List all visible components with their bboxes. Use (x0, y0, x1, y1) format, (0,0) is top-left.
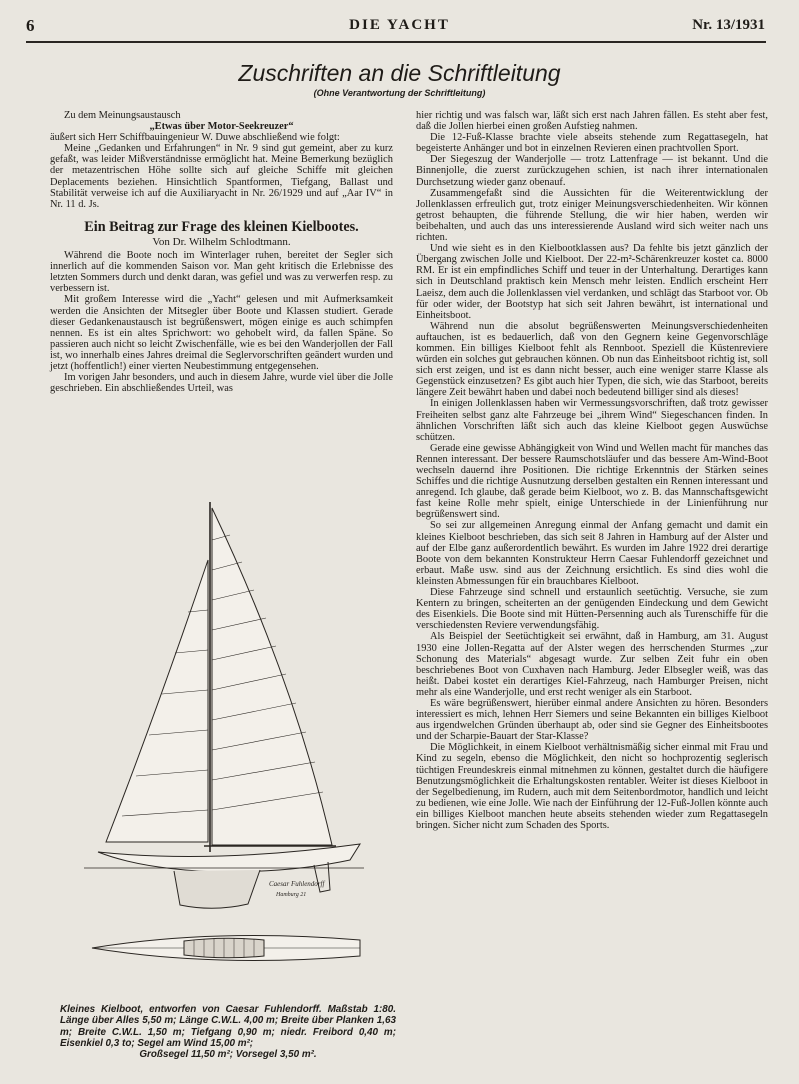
letter-body: Meine „Gedanken und Erfahrungen“ in Nr. 9 sind gut gemeint, aber zu kurz gefaßt, was leider Mißverständnisse ermöglicht hat. Meine Bemerkung bezüglich der metazentrischen Höhe sollte sich auf gleiche Schiffe mit gleichen Deplacements beziehen. Hinsichtlich Spantformen, Tiefgang, Ballast und Stabilität verweise ich auf die Auxiliaryacht in Nr. 26/1929 und auf „Aar IV“ in Nr. 11 d. Js. (50, 143, 393, 210)
letter-topic: „Etwas über Motor-Seekreuzer“ (149, 121, 294, 133)
article-paragraph: Es wäre begrüßenswert, hierüber einmal andere Ansichten zu hören. Besonders interessiert es mich, lehnen Herr Siemers und seine Bekannten ein billiges Kielboot aus irgendwelchen Gründen überhaupt ab, oder sind sie Gegner des Einheitsbootes und der Scharpie-Bauart der Star-Klasse? (416, 697, 768, 743)
sailboat-drawing (64, 500, 389, 1000)
section-subtitle: (Ohne Verantwortung der Schriftleitung) (313, 88, 486, 98)
article-paragraph: Diese Fahrzeuge sind schnell und erstaunlich seetüchtig. Versuche, sie zum Kentern zu bringen, scheiterten an der genügenden Eindeckung und dem Gewicht des Eisenkiels. Die Boote sind mit Hütten-Persenning auch als Turenschiffe für die verschiedensten Reviere verwendungsfähig. (416, 587, 768, 632)
article-byline: Von Dr. Wilhelm Schlodtmann. (152, 235, 291, 248)
letter-lead: Zu dem Meinungsaustausch (64, 110, 181, 121)
caption-last: Großsegel 11,50 m²; Vorsegel 3,50 m². (139, 1049, 317, 1061)
figure-caption (60, 1004, 396, 1060)
left-column (50, 110, 393, 394)
article-paragraph: Als Beispiel der Seetüchtigkeit sei erwähnt, daß in Hamburg, am 31. August 1930 eine Jollen-Regatta auf der Alster wegen des herrschenden Sturmes „zur Schonung des Materials“ abgesagt wurde. Zur selben Zeit fuhr ein oben beschriebenes Boot von Cuxhaven nach Hamburg. Jeder Elbsegler weiß, was das heißt. Dabei kostet ein derartiges Kiel-Fahrzeug, nach Hamburger Preisen, nicht mehr als eine Wanderjolle, und erst recht weniger als ein Starboot. (416, 631, 768, 698)
article-paragraph: Der Siegeszug der Wanderjolle — trotz Lattenfrage — ist bekannt. Und die Binnenjolle, die zuerst zurückzugehen schien, ist nach ihrer internationalen Durchsetzung wieder ganz obenauf. (416, 154, 768, 188)
article-paragraph: Die 12-Fuß-Klasse brachte viele abseits stehende zum Regattasegeln, hat begeisterte Anhänger und bot in einzelnen Revieren einen prachtvollen Sport. (416, 132, 768, 155)
article-paragraph: Während die Boote noch im Winterlager ruhen, bereitet der Segler sich innerlich auf die kommenden Saison vor. Man geht kritisch die Erlebnisse des letzten Sommers durch und denkt daran, was gefiel und was zu verwerfen resp. zu verbessern ist. (50, 250, 393, 295)
article-paragraph: Gerade eine gewisse Abhängigkeit von Wind und Wellen macht für manches das Rennen interessant. Der bessere Raumschotsläufer und das bessere Am-Wind-Boot wechseln dauernd ihre Positionen. Die richtige Erkenntnis der Stärken seines Schiffes und die richtige Ausnutzung derselben gestalten ein Rennen interessant und anregend. Ich glaube, daß gerade beim Kielboot, wo z. B. das Mannschaftsgewicht fast keine Rolle mehr spielt, einige Unterschiede in der Linienführung nur begrüßenswert sind. (416, 442, 768, 521)
mainsail (212, 508, 332, 845)
article-paragraph: Im vorigen Jahr besonders, und auch in diesem Jahre, wurde viel über die Jolle geschrieben. Ein abschließendes Urteil, was (50, 372, 393, 395)
magazine-title: DIE YACHT (349, 17, 450, 33)
page-number: 6 (26, 16, 35, 35)
article-paragraph: Die Möglichkeit, in einem Kielboot verhältnismäßig sicher einmal mit Frau und Kind zu segeln, ebenso die Möglichkeit, den nicht so hochprozentig seglerisch tüchtigen Freundeskreis einmal mitnehmen zu können, gestaltet durch die häufigere Benutzungsmöglichkeit die Erhaltungskosten rentabler. Weiter ist dieses Kielboot in der Segelbedienung, im Rudern, auch mit dem Seitenbordmotor, handlich und leicht zu bedienen, wie eine Jolle. Wie nach der Einführung der 12-Fuß-Jollen könnte auch ein billiges Kielboot manchen heute abseits stehenden wieder zum Regattasegeln bringen. Sicher nicht zum Schaden des Sports. (416, 742, 768, 831)
article-paragraph: In einigen Jollenklassen haben wir Vermessungsvorschriften, daß trotz gewisser Freiheiten selbst ganz alte Fahrzeuge bei „ihrem Wind“ Siegeschancen finden. In ähnlichen Vorschriften läßt sich auch das kleine Kielboot gegen Auswüchse schützen. (416, 398, 768, 443)
article-paragraph: Und wie sieht es in den Kielbootklassen aus? Da fehlte bis jetzt gänzlich der Übergang zwischen Jolle und Kielboot. Der 22-m²-Schärenkreuzer kostet ca. 8000 RM. Er ist ein empfindliches Schiff und teuer in der Unterhaltung. Derartiges kann sich in Deutschland praktisch kein Mensch mehr leisten. Endlich erscheint Herr Laeisz, dem auch die Jollenklassen viel verdanken, und schlägt das Starboot vor. Ob für oder wider, der Bootstyp hat sich seit Jahren bewährt, ist international und Einheitsboot. (416, 243, 768, 321)
letter-intro: äußert sich Herr Schiffbauingenieur W. Duwe abschließend wie folgt: (50, 132, 340, 144)
article-paragraph: hier richtig und was falsch war, läßt sich erst nach Jahren fällen. Es steht aber fest, daß die Jollen hierbei einen großen Aufstieg nahmen. (416, 110, 768, 133)
section-title: Zuschriften an die Schriftleitung (238, 60, 561, 86)
foresail (106, 560, 208, 842)
issue-number: Nr. 13/1931 (692, 17, 765, 33)
keel (174, 870, 260, 908)
article-title: Ein Beitrag zur Frage des kleinen Kielbootes. (84, 218, 359, 235)
article-paragraph: Zusammengefaßt sind die Aussichten für die Weiterentwicklung der Jollenklassen erfreulich gut, trotz einiger Meinungsverschiedenheiten. Wir können getrost behaupten, die führende Stellung, die wir hier haben, werden wir beibehalten, und auch das uns interessierende Ausland wird sich weiter nach uns richten. (416, 187, 768, 244)
header-rule (26, 41, 766, 43)
designer-signature: Caesar Fuhlendorff (269, 880, 325, 888)
caption-main: Kleines Kielboot, entworfen von Caesar Fuhlendorff. Maßstab 1:80. Länge über Alles 5,50 m; Länge C.W.L. 4,00 m; Breite über Planken 1,63 m; Breite C.W.L. 1,50 m; Tiefgang 0,90 m; niedr. Freibord 0,40 m; Eisenkiel 0,3 to; Segel am Wind 15,00 m²; (60, 1004, 396, 1049)
article-paragraph: So sei zur allgemeinen Anregung einmal der Anfang gemacht und damit ein kleines Kielboot beschrieben, das sich seit 8 Jahren in Hamburg auf der Alster und auf der Elbe ganz außerordentlich bewährt. Es wurden im Jahre 1922 drei derartige Boote von dem bekannten Konstrukteur Herrn Caesar Fuhlendorff gezeichnet und erbaut. Maße usw. sind aus der Zeichnung ersichtlich. Es sind dies wohl die kleinsten Abmessungen für ein brauchbares Kielboot. (416, 520, 768, 587)
designer-signature-place: Hamburg 21 (276, 892, 307, 898)
page-header (0, 14, 799, 38)
right-column (416, 110, 768, 831)
article-paragraph: Mit großem Interesse wird die „Yacht“ gelesen und mit Aufmerksamkeit werden die Ansichten der Mitsegler über Boote und Klassen studiert. Gerade dieser Gedankenaustausch ist begrüßenswert, mögen einige es auch schimpfen nennen. Es ist ein altes Sprichwort: wo gehobelt wird, da fallen Späne. So passieren auch nicht so leicht Zwischenfälle, wie es bei den Wanderjollen der Fall ist, wo innerhalb eines Jahres dreimal die Seglervorschriften geändert wurden und jetzt (hoffentlich!) einer vierten Neubestimmung entgegensehen. (50, 294, 393, 372)
article-paragraph: Während nun die absolut begrüßenswerten Meinungsverschiedenheiten auftauchen, ist es bedauerlich, daß von den Gegnern keine Gegenvorschläge kommen. Ein billiges Kielboot fehlt als Rennboot. Speziell die Küstenreviere würden ein solches gut gebrauchen können. Ob nun das Einheitsboot richtig ist, soll sich erst zeigen, und ist es dann nicht besser, auch eine weniger starre Klasse als Gegenstück einzusetzen? Es gibt auch hier Typen, die sich, wie das Starboot, bereits längere Zeit bewährt haben und dabei noch bedeutend billiger sind als dieses! (416, 320, 768, 399)
